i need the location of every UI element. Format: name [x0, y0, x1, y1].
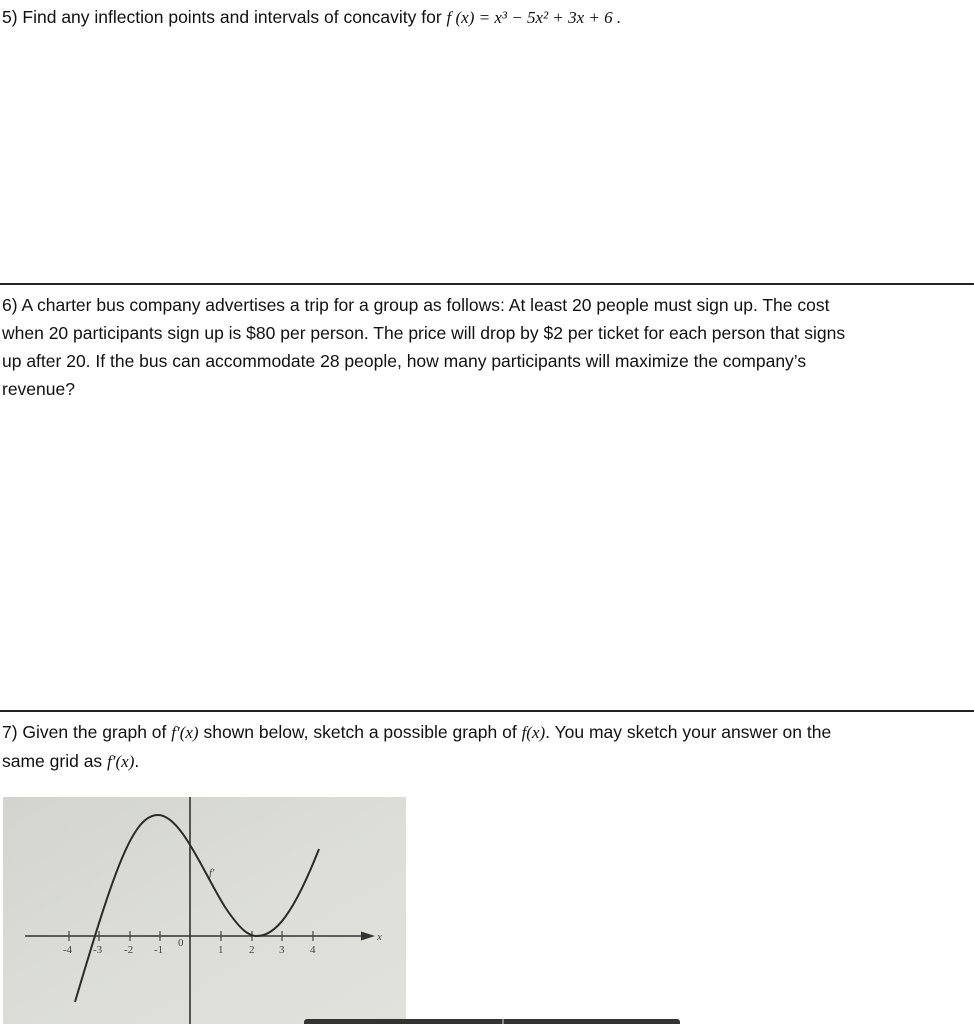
question-7-text-4: same grid as [2, 751, 108, 771]
question-5 [2, 3, 621, 32]
question-6-line-1: 6) A charter bus company advertises a trip for a group as follows: At least 20 people must sign up. The cost [2, 295, 830, 315]
tick-label: 3 [279, 944, 285, 956]
question-6-line-4: revenue? [2, 379, 75, 399]
tick-label: 0 [178, 937, 184, 949]
question-7-fprime-2: f′(x) [107, 752, 135, 771]
x-axis-label: x [377, 931, 382, 943]
scrollbar-divider [502, 1019, 504, 1024]
divider-2 [0, 710, 974, 712]
tick-label: 2 [249, 944, 255, 956]
tick-label: 4 [310, 944, 316, 956]
tick-label: 1 [218, 944, 224, 956]
question-7-text-3: . You may sketch your answer on the [545, 722, 832, 742]
tick-label: -3 [93, 944, 103, 956]
question-7 [2, 718, 972, 776]
question-7-text-5: . [134, 751, 140, 771]
question-7-text-1: 7) Given the graph of [2, 722, 172, 742]
question-7-fprime-1: f′(x) [171, 723, 199, 742]
question-7-text-2: shown below, sketch a possible graph of [198, 722, 522, 742]
tick-label: -4 [63, 944, 73, 956]
question-5-formula: f (x) = x³ − 5x² + 3x + 6 . [446, 8, 622, 27]
question-7-f: f(x) [521, 723, 546, 742]
question-6-line-3: up after 20. If the bus can accommodate 28 people, how many participants will maximize the company’s [2, 351, 807, 371]
bottom-scrollbar[interactable] [304, 1019, 680, 1024]
question-6-line-2: when 20 participants sign up is $80 per person. The price will drop by $2 per ticket for each person that signs [2, 323, 846, 343]
photo-background [3, 797, 406, 1024]
graph-photo [3, 797, 406, 1024]
question-5-text: 5) Find any inflection points and intervals of concavity for [2, 7, 447, 27]
divider-1 [0, 283, 974, 285]
tick-label: -2 [124, 944, 134, 956]
tick-label: -1 [154, 944, 164, 956]
question-6 [2, 291, 974, 403]
curve-label: f′ [209, 867, 215, 879]
